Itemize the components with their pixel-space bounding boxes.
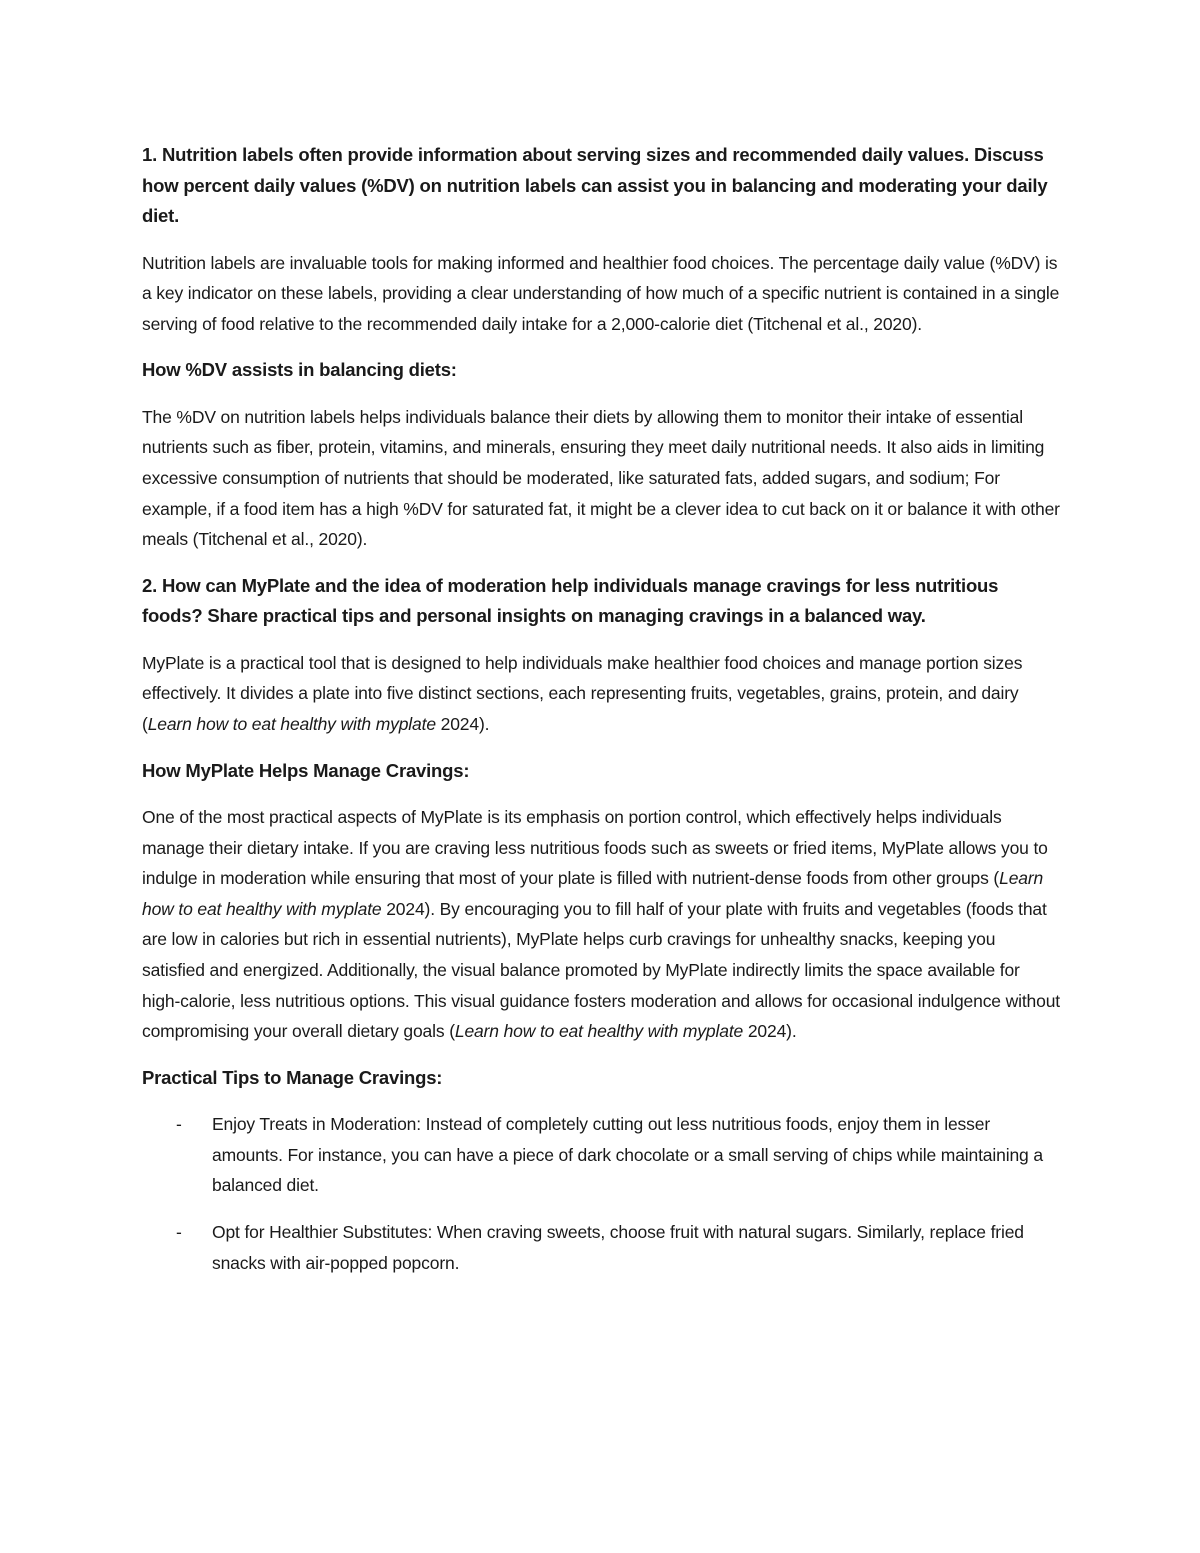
citation-title: Learn how to eat healthy with myplate — [142, 868, 1044, 919]
myplate-cravings-subheading: How MyPlate Helps Manage Cravings: — [142, 759, 470, 781]
list-item — [142, 1217, 1062, 1278]
citation-title: Learn how to eat healthy with myplate — [147, 713, 436, 734]
cravings-text-part-2: 2024). By encouraging you to fill half of your plate with fruits and vegetables (foods that are low in calories but rich in essential nutrients), MyPlate helps curb cravings for unhealthy snacks, keeping you satisfied and energized. Additionally, the visual balance promoted by MyPlate indirectly limits the space available for high-calorie, less nutritious options. This visual guidance fosters moderation and allows for occasional indulgence without compromising your overall dietary goals ( — [142, 898, 1060, 1042]
tip-text: Opt for Healthier Substitutes: When craving sweets, choose fruit with natural sugars. Similarly, replace fried snacks with air-popped popcorn. — [212, 1222, 1024, 1273]
dv-balancing-paragraph: The %DV on nutrition labels helps individuals balance their diets by allowing them to monitor their intake of essential nutrients such as fiber, protein, vitamins, and minerals, ensuring they meet daily nutritional needs. It also aids in limiting excessive consumption of nutrients that should be moderated, like saturated fats, added sugars, and sodium; For example, if a food item has a high %DV for saturated fat, it might be a clever idea to cut back on it or balance it with other meals (Titchenal et al., 2020). — [142, 406, 1060, 550]
cravings-text-part-1: One of the most practical aspects of MyPlate is its emphasis on portion control, which effectively helps individuals manage their dietary intake. If you are craving less nutritious foods such as sweets or fried items, MyPlate allows you to indulge in moderation while ensuring that most of your plate is filled with nutrient-dense foods from other groups ( — [142, 807, 1048, 889]
dash-bullet: - — [176, 1222, 182, 1243]
practical-tips-subheading: Practical Tips to Manage Cravings: — [142, 1066, 443, 1088]
citation-title: Learn how to eat healthy with myplate — [454, 1021, 744, 1042]
tip-text: Enjoy Treats in Moderation: Instead of completely cutting out less nutritious foods, enjoy them in lesser amounts. For instance, you can have a piece of dark chocolate or a small serving of chips while maintaining a balanced diet. — [212, 1114, 1043, 1196]
cravings-text-part-3: 2024). — [743, 1021, 797, 1042]
practical-tips-list — [142, 1109, 1062, 1278]
question-1-heading: 1. Nutrition labels often provide information about serving sizes and recommended daily values. Discuss how percent daily values (%DV) on nutrition labels can assist you in balancing and moderating your daily diet. — [142, 144, 1048, 226]
list-item — [142, 1109, 1062, 1201]
dash-bullet: - — [176, 1114, 182, 1135]
question-2-heading: 2. How can MyPlate and the idea of moderation help individuals manage cravings for less nutritious foods? Share practical tips and personal insights on managing cravings in a balanced way. — [142, 574, 999, 627]
citation-year: 2024). — [435, 713, 490, 734]
myplate-intro-text: MyPlate is a practical tool that is designed to help individuals make healthier food choices and manage portion sizes effectively. It divides a plate into five distinct sections, each representing fruits, vegetables, grains, protein, and dairy ( — [142, 652, 1023, 734]
dv-balancing-subheading: How %DV assists in balancing diets: — [142, 359, 457, 381]
myplate-cravings-paragraph — [142, 802, 1062, 1047]
myplate-intro-paragraph — [142, 648, 1062, 740]
question-1-answer-paragraph: Nutrition labels are invaluable tools for making informed and healthier food choices. The percentage daily value (%DV) is a key indicator on these labels, providing a clear understanding of how much of a specific nutrient is contained in a single serving of food relative to the recommended daily intake for a 2,000-calorie diet (Titchenal et al., 2020). — [142, 252, 1060, 334]
document-page — [142, 140, 1062, 1294]
